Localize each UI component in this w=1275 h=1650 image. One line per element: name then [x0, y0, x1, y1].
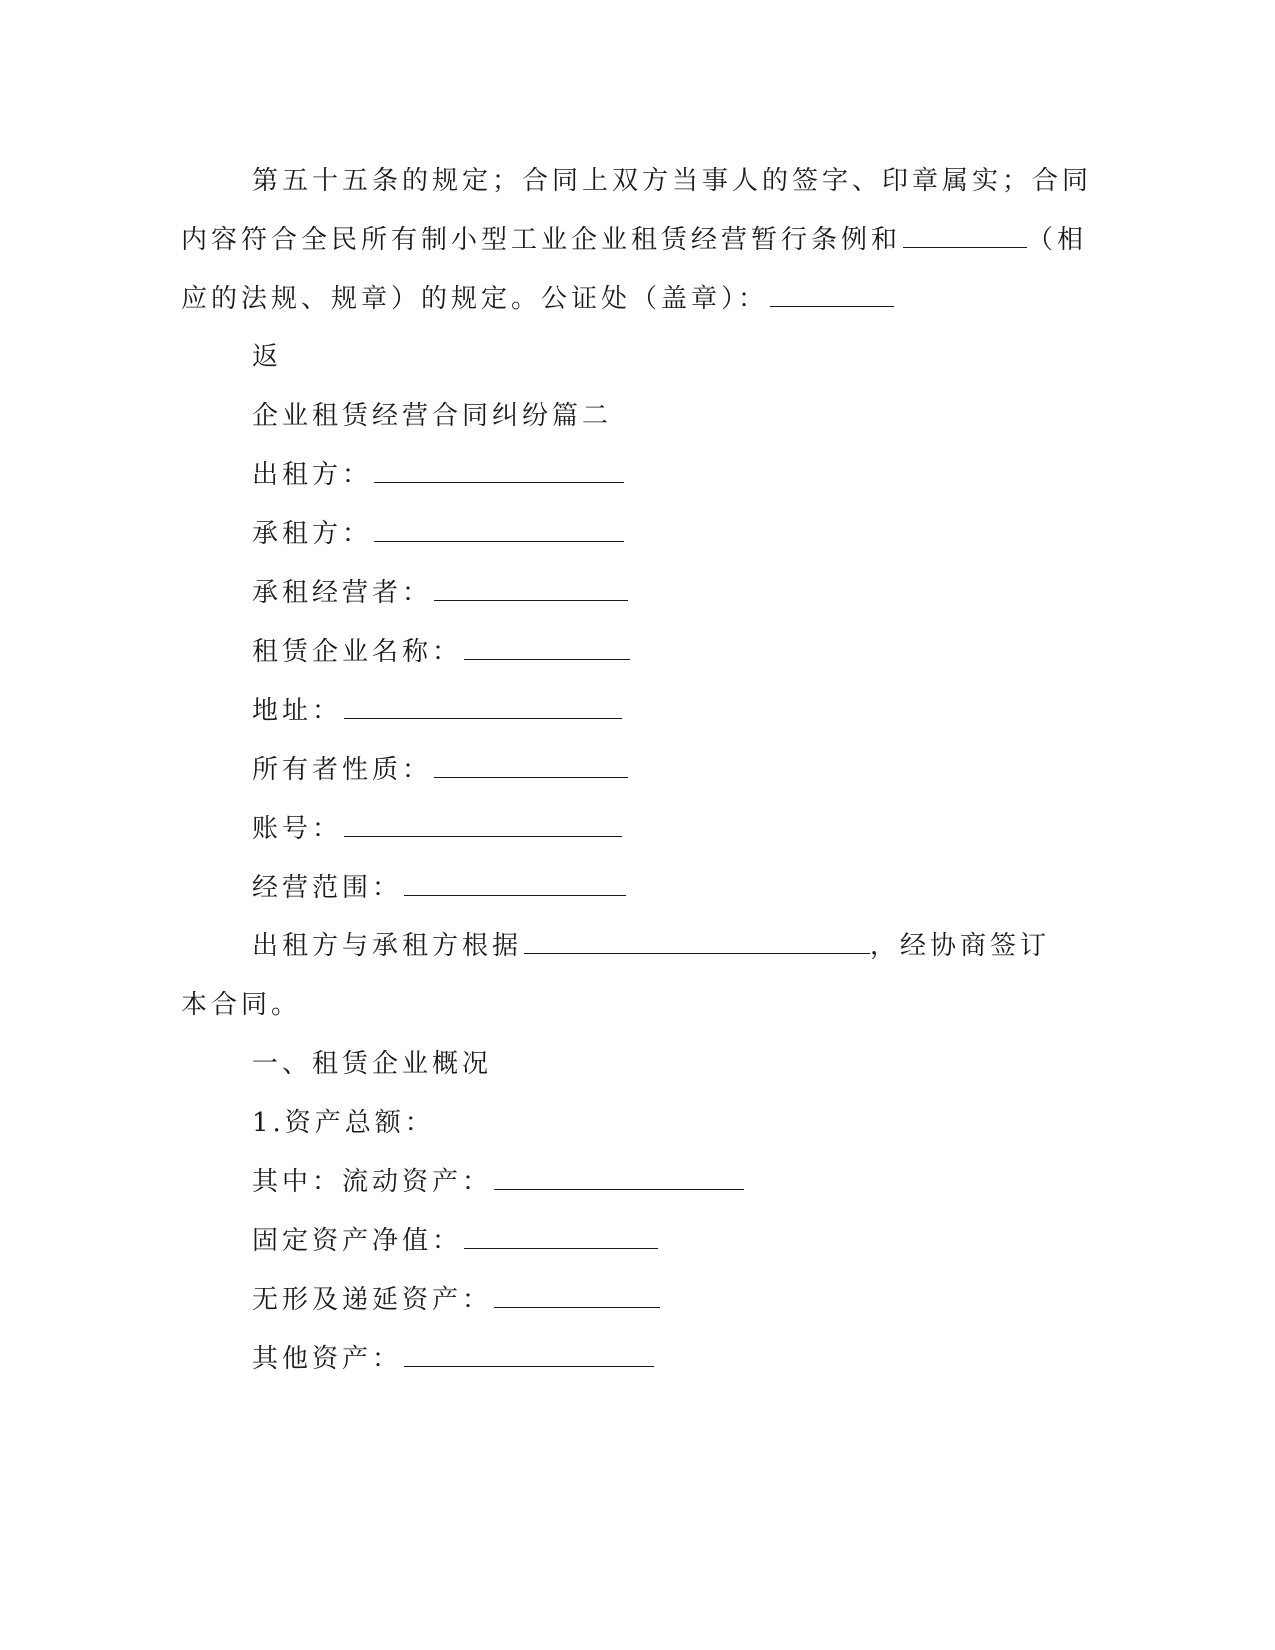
agreement-line-1: 出租方与承租方根据 ，经协商签订 — [252, 931, 1051, 961]
blank-lessee[interactable] — [374, 517, 624, 542]
return-link[interactable]: 返 — [252, 342, 283, 372]
field-lessee: 承租方： — [252, 517, 624, 551]
intro-line-2: 内容符合全民所有制小型工业企业租赁经营暂行条例和 （相 — [181, 225, 1088, 255]
heading-enterprise-overview: 一、租赁企业概况 — [252, 1049, 493, 1079]
field-current-assets: 其中：流动资产： — [252, 1165, 744, 1199]
section-title: 企业租赁经营合同纠纷篇二 — [252, 401, 613, 431]
blank-agreement-basis[interactable] — [524, 929, 870, 954]
blank-intangible-assets[interactable] — [494, 1283, 660, 1308]
blank-address[interactable] — [344, 694, 622, 719]
blank-account[interactable] — [344, 812, 622, 837]
field-intangible-assets: 无形及递延资产： — [252, 1283, 660, 1317]
blank-operator[interactable] — [434, 576, 628, 601]
blank-ownership[interactable] — [434, 753, 628, 778]
blank-business-scope[interactable] — [404, 871, 626, 896]
agreement-line-2: 本合同。 — [181, 990, 302, 1020]
field-ownership: 所有者性质： — [252, 753, 628, 787]
field-lessor: 出租方： — [252, 458, 624, 492]
blank-enterprise-name[interactable] — [464, 635, 630, 660]
field-address: 地址： — [252, 694, 622, 728]
field-fixed-assets: 固定资产净值： — [252, 1224, 658, 1258]
blank-current-assets[interactable] — [494, 1165, 744, 1190]
field-account: 账号： — [252, 812, 622, 846]
intro-line-1: 第五十五条的规定；合同上双方当事人的签字、印章属实；合同 — [252, 166, 1093, 196]
blank-notary-seal[interactable] — [770, 282, 894, 307]
blank-lessor[interactable] — [374, 458, 624, 483]
blank-regulation[interactable] — [903, 223, 1027, 248]
field-business-scope: 经营范围： — [252, 871, 626, 905]
blank-fixed-assets[interactable] — [464, 1224, 658, 1249]
intro-line-3: 应的法规、规章）的规定。公证处（盖章）： — [181, 282, 894, 316]
asset-total: 1.资产总额： — [252, 1108, 435, 1138]
blank-other-assets[interactable] — [404, 1342, 654, 1367]
field-operator: 承租经营者： — [252, 576, 628, 610]
field-enterprise-name: 租赁企业名称： — [252, 635, 630, 669]
field-other-assets: 其他资产： — [252, 1342, 654, 1376]
